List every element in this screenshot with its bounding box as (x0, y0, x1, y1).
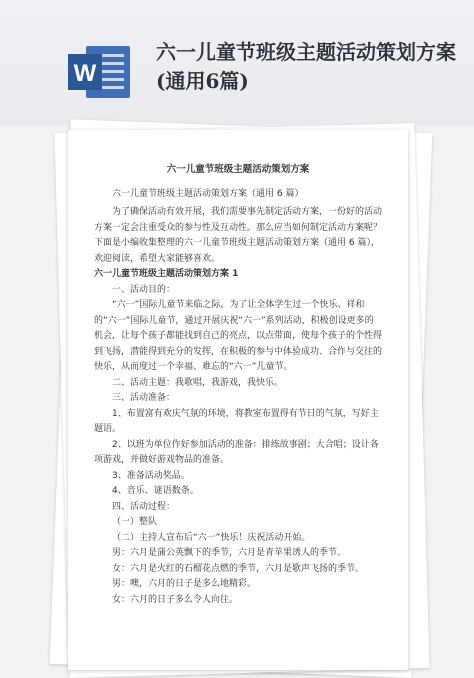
paragraph: 2、以班为单位作好参加活动的准备：排练故事剧；大合唱；设计各项游戏，并做好游戏物品的准备。 (94, 439, 379, 465)
paragraph: “六一”国际儿童节来临之际，为了让全体学生过一个快乐、祥和的“六一”国际儿童节，通过开展庆祝“六一”系列活动，积极创设更多的机会，让每个孩子都能找到自己的亮点，以点带面，使每个孩子的个性得到飞扬，潜能得到充分的发挥，在积极的参与中体验成功、合作与交往的快乐，从而度过一个幸福、难忘的“六一”儿童节。 (94, 300, 383, 372)
document-body (94, 187, 382, 609)
document-page (68, 130, 408, 670)
paragraph: （二）主持人宣布后“六一”快乐！庆祝活动开始。 (112, 532, 311, 543)
paragraph: 为了确保活动有效开展，我们需要事先制定活动方案，一份好的活动方案一定会注重受众的参与性及互动性。那么应当如何制定活动方案呢？下面是小编收集整理的六一儿童节班级主题活动策划方案（通用 6 篇），欢迎阅读，希望大家能够喜欢。 (94, 207, 383, 264)
paragraph: 一、活动目的： (112, 284, 176, 295)
paragraph: 二、活动主题：我歌唱，我游戏，我快乐。 (112, 377, 284, 388)
paragraph: 男：噢，六月的日子是多么地精彩。 (112, 579, 257, 589)
paragraph: 3、准备活动奖品。 (112, 470, 190, 481)
paragraph: 女：六月的日子多么令人向往。 (112, 594, 239, 605)
document-title: 六一儿童节班级主题活动策划方案 (166, 164, 310, 175)
paragraph: 女：六月是火红的石榴花点燃的季节，六月是歌声飞扬的季节。 (112, 563, 365, 574)
word-document-icon (68, 42, 132, 102)
paragraph: 男：六月是蒲公英飘下的季节，六月是青苹果诱人的季节。 (112, 548, 347, 558)
section-heading: 六一儿童节班级主题活动策划方案 1 (94, 269, 239, 279)
svg-text:W: W (73, 60, 97, 87)
paragraph: 三、活动准备： (112, 393, 176, 403)
paragraph: 六一儿童节班级主题活动策划方案（通用 6 篇） (112, 188, 304, 199)
paragraph: 1、布置富有欢庆气氛的环境，将教室布置得有节日的气氛，写好主题语。 (94, 408, 379, 434)
header-title: 六一儿童节班级主题活动策划方案(通用6篇) (156, 40, 456, 93)
paragraph: 4、音乐、谜语数条。 (112, 486, 199, 496)
paragraph: （一）整队 (112, 517, 158, 527)
paragraph: 四、活动过程： (112, 501, 176, 512)
